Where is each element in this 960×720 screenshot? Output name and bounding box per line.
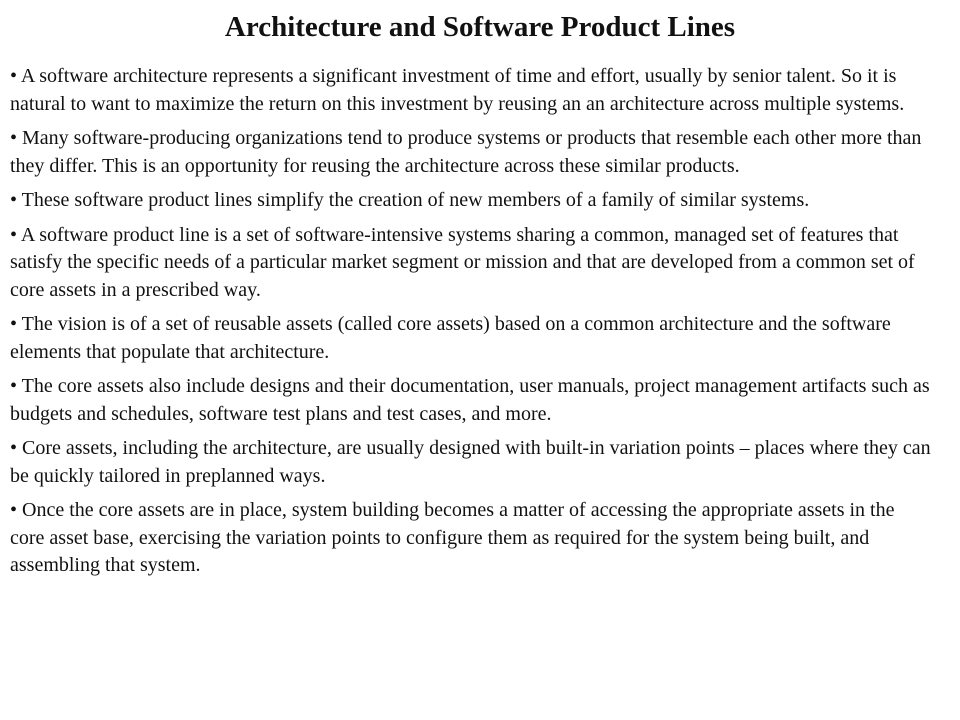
bullet-text: Once the core assets are in place, system building becomes a matter of accessing the appropriate assets in the core asset base, exercising the variation points to configure them as required for the system being built, and assembling that system. <box>10 499 895 576</box>
bullet-text: Many software-producing organizations tend to produce systems or products that resemble each other more than they differ. This is an opportunity for reusing the architecture across these similar products. <box>10 127 922 177</box>
bullet-text: A software product line is a set of software-intensive systems sharing a common, managed set of features that satisfy the specific needs of a particular market segment or mission and that are developed from a common set of core assets in a prescribed way. <box>10 223 915 301</box>
bullet-icon: • <box>10 437 18 459</box>
bullet-text: The core assets also include designs and their documentation, user manuals, project management artifacts such as budgets and schedules, software test plans and test cases, and more. <box>10 375 930 425</box>
bullet-icon: • <box>10 375 18 397</box>
bullet-icon: • <box>10 223 18 246</box>
slide-title: Architecture and Software Product Lines <box>224 11 736 43</box>
bullet-list <box>10 63 932 587</box>
bullet-item <box>10 435 932 490</box>
bullet-item <box>10 373 932 428</box>
bullet-icon: • <box>10 127 18 149</box>
bullet-item <box>10 63 932 118</box>
bullet-icon: • <box>10 313 18 335</box>
bullet-item <box>10 311 932 366</box>
bullet-item <box>10 497 932 580</box>
bullet-text: These software product lines simplify the creation of new members of a family of similar systems. <box>21 189 810 211</box>
bullet-text: A software architecture represents a significant investment of time and effort, usually by senior talent. So it is natural to want to maximize the return on this investment by reusing an an architecture across multiple systems. <box>10 65 905 115</box>
bullet-icon: • <box>10 65 18 87</box>
bullet-item <box>10 125 932 180</box>
bullet-text: The vision is of a set of reusable assets (called core assets) based on a common architecture and the software elements that populate that architecture. <box>10 313 891 363</box>
bullet-item <box>10 222 932 305</box>
bullet-item <box>10 187 932 215</box>
bullet-text: Core assets, including the architecture, are usually designed with built-in variation points – places where they can be quickly tailored in preplanned ways. <box>10 437 931 487</box>
bullet-icon: • <box>10 189 18 211</box>
bullet-icon: • <box>10 499 18 521</box>
